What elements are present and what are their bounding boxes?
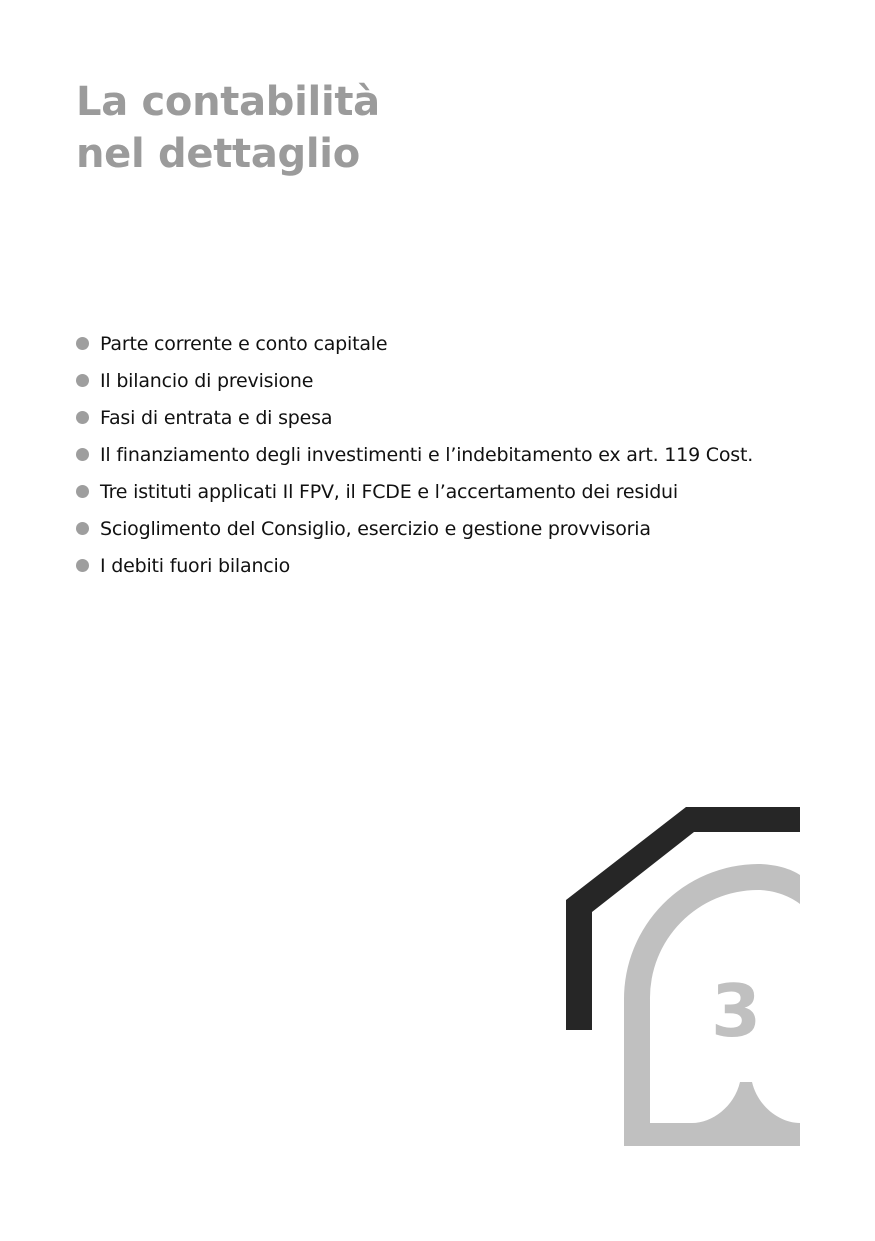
- topic-item: [76, 547, 753, 584]
- bullet-icon: [76, 448, 89, 461]
- bullet-icon: [76, 374, 89, 387]
- chapter-title-line-1: La contabilità: [76, 79, 380, 125]
- topic-item: [76, 436, 753, 473]
- topic-text: I debiti fuori bilancio: [100, 554, 291, 577]
- topic-text: Il bilancio di previsione: [100, 369, 314, 392]
- bullet-icon: [76, 485, 89, 498]
- bullet-icon: [76, 522, 89, 535]
- bullet-icon: [76, 411, 89, 424]
- topic-text: Il finanziamento degli investimenti e l’indebitamento ex art. 119 Cost.: [100, 443, 754, 466]
- chapter-title-line-2: nel dettaglio: [76, 131, 360, 177]
- chapter-frame-graphic: [560, 800, 810, 1160]
- topic-item: [76, 325, 753, 362]
- topic-item: [76, 510, 753, 547]
- chapter-mark: [560, 800, 810, 1160]
- topic-text: Scioglimento del Consiglio, esercizio e gestione provvisoria: [100, 517, 651, 540]
- topic-text: Fasi di entrata e di spesa: [100, 406, 333, 429]
- topic-text: Tre istituti applicati Il FPV, il FCDE e l’accertamento dei residui: [100, 480, 678, 503]
- topic-item: [76, 399, 753, 436]
- chapter-title: [76, 76, 380, 180]
- topic-item: [76, 473, 753, 510]
- chapter-number: 3: [710, 969, 762, 1053]
- topic-list: [76, 325, 753, 584]
- bullet-icon: [76, 559, 89, 572]
- topic-item: [76, 362, 753, 399]
- topic-text: Parte corrente e conto capitale: [100, 332, 388, 355]
- bullet-icon: [76, 337, 89, 350]
